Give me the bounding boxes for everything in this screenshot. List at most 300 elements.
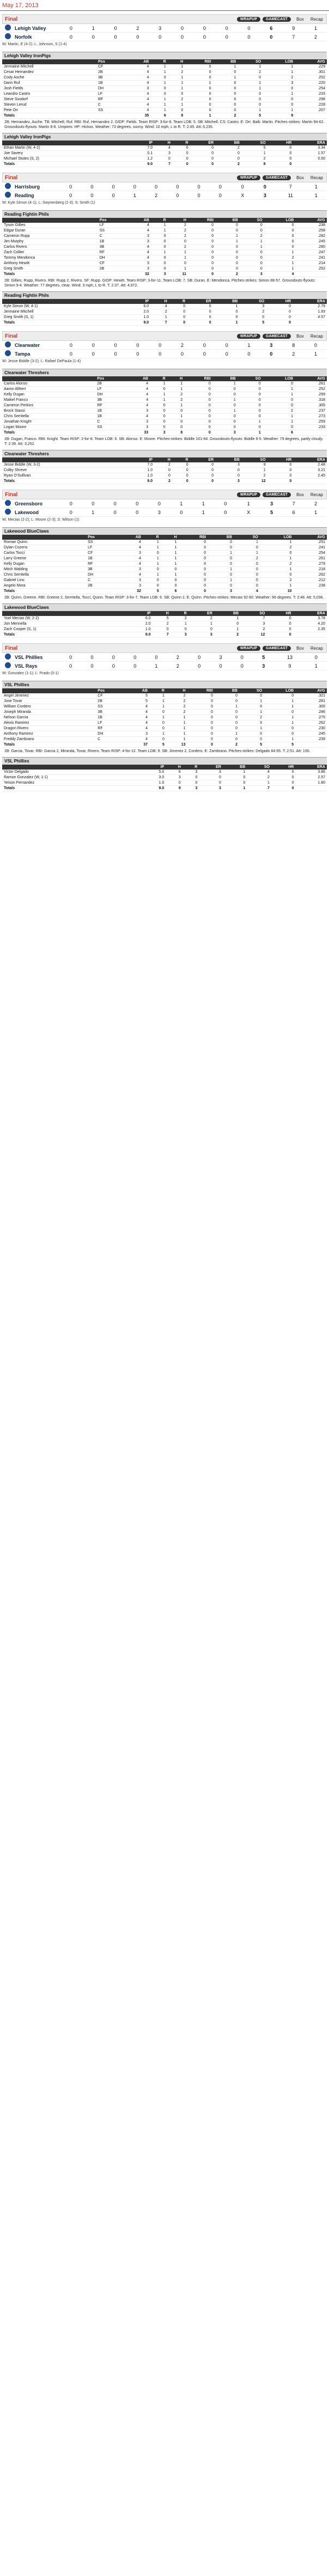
player-name[interactable]: Cameron Perkins [2, 403, 95, 408]
inning-score: 0 [210, 662, 231, 670]
stat-cell: 2B [86, 583, 117, 589]
stat-cell: DH [86, 572, 117, 578]
stat-cell: .298 [295, 97, 327, 102]
column-header: AVG [295, 59, 327, 64]
stat-cell: 1 [161, 540, 179, 545]
stat-cell: 3 [126, 261, 151, 266]
stat-cell: 0 [150, 387, 167, 392]
player-name[interactable]: Ryan O'Sullivan [2, 473, 119, 479]
inning-score: 0 [60, 508, 82, 517]
inning-score: 0 [103, 182, 124, 191]
stat-cell: 1 [264, 699, 295, 704]
stat-cell: 2 [168, 228, 188, 234]
inning-score: 0 [215, 508, 237, 517]
stat-cell: 1 [149, 715, 166, 721]
player-name[interactable]: Angelo Mora [2, 583, 86, 589]
player-name[interactable]: Steven Lerud [2, 102, 96, 108]
player-name[interactable]: Dragon Rivero [2, 726, 96, 731]
table-row [2, 462, 327, 468]
player-name[interactable]: Joseph Miranda [2, 710, 96, 715]
stat-cell: 0 [266, 320, 293, 326]
recap-link[interactable]: Recap [310, 16, 323, 22]
inning-score: 1 [145, 662, 167, 670]
stat-cell: 0 [215, 245, 240, 250]
stat-cell: 1.2 [129, 156, 155, 162]
table-row [2, 583, 327, 589]
team-name[interactable]: Norfolk [13, 33, 60, 41]
team-name[interactable]: Tampa [13, 350, 60, 358]
stat-cell: 2 [168, 245, 188, 250]
player-name[interactable]: Carlos Alonso [2, 381, 95, 387]
player-name[interactable]: Jonathan Knight [2, 419, 95, 425]
box-link[interactable]: Box [296, 645, 304, 651]
stat-cell: 2.45 [293, 473, 327, 479]
column-header: LOB [263, 59, 295, 64]
player-name[interactable]: Cesar Hernandez [2, 70, 96, 75]
stat-cell: 0 [239, 731, 264, 737]
column-header [2, 141, 119, 145]
stat-cell: 0 [266, 309, 293, 315]
spacer-cell [119, 156, 129, 162]
stat-cell: 4 [247, 770, 271, 775]
stat-cell: 3B [86, 567, 117, 572]
stat-cell: 1 [240, 239, 264, 245]
table-row [2, 81, 327, 86]
column-header: H [153, 611, 170, 616]
player-name[interactable]: Mitch Walding [2, 567, 86, 572]
stat-cell: .252 [295, 75, 327, 81]
stat-cell: CF [86, 551, 117, 556]
stat-cell: 0 [187, 699, 215, 704]
table-row [2, 228, 327, 234]
player-name[interactable]: Darin Ruf [2, 81, 96, 86]
inning-score: 0 [231, 662, 253, 670]
stat-cell: 1.80 [295, 780, 327, 786]
linescore-row [2, 191, 327, 200]
stat-cell: 1 [150, 81, 167, 86]
column-header: ERA [293, 299, 327, 304]
player-name[interactable]: Anthony Hewitt [2, 261, 98, 266]
inning-score: 0 [216, 341, 238, 350]
player-name[interactable]: Ethan Martin (W, 4-2) [2, 145, 119, 151]
player-name[interactable]: Victor Delgado [2, 770, 133, 775]
column-header: BB [208, 535, 234, 540]
inning-score: 0 [210, 191, 231, 200]
linescore-table [2, 499, 327, 517]
player-name[interactable]: Jose Tovar [2, 699, 96, 704]
player-name[interactable]: Leandro Castro [2, 91, 96, 97]
stat-cell: 0 [215, 699, 239, 704]
player-name[interactable]: Jermaine Mitchell [2, 309, 114, 315]
stat-cell: C [96, 102, 126, 108]
pitching-table [2, 765, 327, 791]
stat-cell: SS [96, 108, 126, 113]
stat-cell: 1 [260, 540, 294, 545]
stat-cell: 1 [161, 545, 179, 551]
player-name[interactable]: Colby Shreve [2, 468, 119, 473]
gamecast-button[interactable]: GAMECAST [263, 646, 291, 651]
stat-cell: 0 [190, 162, 216, 167]
stat-cell: 1.57 [293, 151, 327, 156]
stat-cell: 6.0 [125, 304, 151, 309]
inning-score: 0 [105, 341, 127, 350]
stat-cell: 2B [98, 266, 126, 272]
table-row [2, 245, 327, 250]
table-row [2, 223, 327, 228]
pitching-section-title: Clearwater Threshers [2, 450, 327, 457]
player-name[interactable]: Jim Murphy [2, 239, 98, 245]
batting-section-title: VSL Phillies [2, 681, 327, 688]
column-header [2, 59, 96, 64]
stat-cell: 2 [214, 632, 240, 638]
inning-score: 0 [82, 350, 105, 358]
player-name[interactable]: Josh Fields [2, 86, 96, 91]
player-name[interactable]: Maikel Franco [2, 398, 95, 403]
player-name[interactable]: Chris Serritella [2, 414, 95, 419]
stat-cell: RF [96, 726, 125, 731]
stat-cell: 12 [240, 632, 266, 638]
column-header: BB [213, 299, 240, 304]
column-header: AVG [295, 218, 327, 223]
stat-cell: 1 [223, 786, 247, 791]
stat-cell: 3 [125, 419, 150, 425]
stat-cell: 0 [149, 726, 166, 731]
linescore-row [2, 350, 327, 358]
stat-cell: 0 [190, 473, 216, 479]
stat-cell: 9 [241, 462, 267, 468]
totals-label: Totals [2, 320, 114, 326]
column-header: HR [266, 299, 293, 304]
player-name[interactable]: Logan Moore [2, 425, 95, 430]
table-row [2, 408, 327, 414]
team-name[interactable]: Reading [13, 191, 60, 200]
stat-cell: 4 [125, 381, 150, 387]
stat-cell: 0 [215, 266, 240, 272]
batting-section-title: Reading Fightin Phils [2, 210, 327, 218]
player-name[interactable]: Michael Stutes (S, 2) [2, 156, 119, 162]
stat-cell: 0 [169, 309, 187, 315]
recap-link[interactable]: Recap [310, 492, 323, 497]
stat-cell: 1 [247, 780, 271, 786]
rhe-value: 3 [260, 341, 282, 350]
inning-score: 0 [105, 350, 127, 358]
stat-cell: 0 [263, 86, 295, 91]
stat-cell: 2 [167, 392, 185, 398]
stat-cell: 2 [166, 693, 187, 699]
inning-score: 2 [126, 24, 149, 33]
stat-cell: 3 [117, 583, 143, 589]
stat-cell: 0 [215, 693, 239, 699]
player-name[interactable]: Angel Jimenez [2, 693, 96, 699]
rhe-value: 3 [253, 662, 274, 670]
stat-cell: 5 [143, 589, 161, 594]
stat-cell: 0 [212, 403, 237, 408]
team-name[interactable]: VSL Phillies [13, 653, 60, 662]
inning-score: 0 [103, 662, 124, 670]
stat-cell: 35 [126, 113, 151, 119]
stat-cell: 0 [150, 408, 167, 414]
wrapup-button[interactable]: WRAPUP [237, 17, 260, 22]
totals-row [2, 430, 327, 436]
stat-cell: C [86, 578, 117, 583]
stat-cell: 0 [188, 234, 215, 239]
stat-cell: 0 [212, 392, 237, 398]
stat-cell: RF [98, 250, 126, 255]
stat-cell: 37 [125, 742, 149, 748]
stat-cell: 2 [239, 715, 264, 721]
box-link[interactable]: Box [296, 16, 304, 22]
player-name[interactable]: Carlos Rivero [2, 245, 98, 250]
team-logo [2, 662, 13, 670]
stat-cell: 1 [264, 704, 295, 710]
player-name[interactable]: Cameron Rupp [2, 234, 98, 239]
totals-label: Totals [2, 786, 133, 791]
inning-score: 0 [148, 499, 170, 508]
stat-cell: .247 [295, 250, 327, 255]
player-name[interactable]: Jesse Biddle (W, 3-2) [2, 462, 119, 468]
stat-cell: 0 [187, 731, 215, 737]
recap-link[interactable]: Recap [310, 645, 323, 651]
stat-cell: 0 [239, 693, 264, 699]
stat-cell: 2 [150, 309, 168, 315]
column-header [117, 611, 127, 616]
column-header: IP [129, 141, 155, 145]
inning-score: 0 [167, 182, 188, 191]
stat-cell: 0 [188, 266, 215, 272]
stat-cell: 3 [215, 479, 241, 484]
stat-cell: 0 [172, 162, 190, 167]
player-name[interactable]: Kelly Dugan [2, 392, 95, 398]
stat-cell: 0 [266, 627, 293, 632]
box-link[interactable]: Box [296, 492, 304, 497]
stat-cell: 1 [167, 414, 185, 419]
stat-cell: 1 [264, 721, 295, 726]
stat-cell: 0 [213, 81, 238, 86]
player-name[interactable]: Alexis Ramirez [2, 721, 96, 726]
player-name[interactable]: Kelly Dugan [2, 561, 86, 567]
player-name[interactable]: Tyson Gillies [2, 223, 98, 228]
stat-cell: 1 [168, 102, 185, 108]
player-name[interactable]: Cody Asche [2, 75, 96, 81]
stat-cell: 3.86 [295, 770, 327, 775]
player-name[interactable]: Roman Quinn [2, 540, 86, 545]
player-name[interactable]: Pete Orr [2, 108, 96, 113]
stat-cell: 4 [125, 726, 149, 731]
player-name[interactable]: Greg Smith [2, 266, 98, 272]
stat-cell: .275 [295, 715, 327, 721]
stat-cell: .252 [295, 387, 327, 392]
player-name[interactable]: Ramon Gonzalez (W, 1-1) [2, 775, 133, 780]
team-name[interactable]: VSL Rays [13, 662, 60, 670]
team-name[interactable]: Lakewood [13, 508, 60, 517]
table-row [2, 425, 327, 430]
inning-score: 0 [210, 182, 231, 191]
team-name[interactable]: Lehigh Valley [13, 24, 60, 33]
player-name[interactable]: Nelson Garcia [2, 715, 96, 721]
stat-cell: 0 [172, 479, 190, 484]
batting-header-row [2, 688, 327, 693]
rhe-value: 1 [306, 662, 327, 670]
stat-cell: 0 [215, 721, 239, 726]
team-name[interactable]: Greensboro [13, 499, 60, 508]
spacer-cell [114, 320, 124, 326]
stat-cell: 0 [187, 704, 215, 710]
stat-cell: .239 [295, 737, 327, 742]
player-name[interactable]: Yoel Mecias (W, 2-2) [2, 616, 117, 621]
table-row [2, 91, 327, 97]
gamecast-button[interactable]: GAMECAST [263, 334, 291, 339]
player-name[interactable]: Edgar Duran [2, 228, 98, 234]
stat-cell: 2.57 [295, 775, 327, 780]
column-header: AB [125, 376, 150, 381]
game-notes: 2B: Dugan, Franco. RBI: Knight. Team RISP: 2-for-8. Team LOB: 6. SB: Alonso. E: Moore. Pitches-strikes: Biddle 101-64. Groundouts-flyouts: Biddle 6-5. Weather: 79 degrees, partly cloudy. T: 2:39. Att: 3,252. [4, 437, 324, 446]
stat-cell: 0 [212, 387, 237, 392]
stat-cell: .305 [295, 403, 327, 408]
recap-link[interactable]: Recap [310, 333, 323, 339]
player-name[interactable]: Jermaine Mitchell [2, 64, 96, 70]
date-header: May 17, 2013 [0, 0, 329, 11]
player-name[interactable]: Greg Smith (S, 1) [2, 315, 114, 320]
stat-cell: 0 [215, 715, 239, 721]
game-block [2, 331, 327, 484]
totals-label: Totals [2, 479, 119, 484]
inning-score: 0 [188, 653, 210, 662]
player-name[interactable]: Tommy Mendonca [2, 255, 98, 261]
gamecast-button[interactable]: GAMECAST [263, 175, 291, 180]
totals-row [2, 113, 327, 119]
stat-cell: 0 [150, 414, 167, 419]
player-name[interactable]: Larry Greene [2, 556, 86, 561]
player-name[interactable]: Jon Mennella [2, 621, 117, 627]
stat-cell: 4 [125, 414, 150, 419]
stat-cell: 3 [215, 462, 241, 468]
stat-cell: 1.0 [127, 627, 153, 632]
wrapup-button[interactable]: WRAPUP [237, 334, 260, 339]
spacer-cell [117, 621, 127, 627]
stat-cell: 0 [150, 425, 167, 430]
player-name[interactable]: Aaron Altherr [2, 387, 95, 392]
recap-link[interactable]: Recap [310, 175, 323, 180]
player-name[interactable]: Freddy Zambrano [2, 737, 96, 742]
inning-score: 0 [216, 24, 238, 33]
wrapup-button[interactable]: WRAPUP [237, 492, 260, 497]
stat-cell: .280 [295, 245, 327, 250]
column-header: SO [240, 218, 264, 223]
wrapup-button[interactable]: WRAPUP [237, 175, 260, 180]
stat-cell: 2 [260, 578, 294, 583]
player-name[interactable]: Carlos Tocci [2, 551, 86, 556]
stat-cell: 0 [213, 70, 238, 75]
inning-score: 3 [149, 24, 171, 33]
pitching-header-row [2, 299, 327, 304]
player-name[interactable]: Gabriel Lino [2, 578, 86, 583]
player-name[interactable]: Kyle Simon (W, 4-1) [2, 304, 114, 309]
player-name[interactable]: Joe Savery [2, 151, 119, 156]
linescore-table [2, 653, 327, 670]
stat-cell: 1.0 [142, 780, 166, 786]
stat-cell: 4 [126, 64, 151, 70]
stat-cell: 6 [161, 589, 179, 594]
stat-cell: 1 [149, 704, 166, 710]
stat-cell: 1 [143, 572, 161, 578]
stat-cell: 3 [154, 151, 172, 156]
player-name[interactable]: Zach Cooper (S, 1) [2, 627, 117, 632]
stat-cell: 0 [263, 403, 295, 408]
spacer-cell [117, 627, 127, 632]
player-name[interactable]: Zach Collier [2, 250, 98, 255]
stat-cell: 0 [234, 567, 260, 572]
player-name[interactable]: Steve Susdorf [2, 97, 96, 102]
stat-cell: 8 [167, 430, 185, 436]
stat-cell: 1 [263, 414, 295, 419]
final-label: Final [5, 333, 18, 339]
stat-cell: 0 [237, 414, 263, 419]
column-header: LOB [260, 535, 294, 540]
stat-cell: 0 [215, 473, 241, 479]
stat-cell: DH [98, 255, 126, 261]
player-name[interactable]: Anthony Ramirez [2, 731, 96, 737]
player-name[interactable]: Dylan Cozens [2, 545, 86, 551]
team-name[interactable]: Harrisburg [13, 182, 60, 191]
column-header: R [170, 611, 188, 616]
table-row [2, 540, 327, 545]
spacer-cell [117, 632, 127, 638]
stat-cell: 2 [240, 627, 266, 632]
column-header: BB [212, 376, 237, 381]
stat-cell: 5 [239, 320, 266, 326]
linescore-row [2, 508, 327, 517]
stat-cell: 4 [126, 250, 151, 255]
stat-cell: 3 [240, 272, 264, 277]
inning-score: 1 [124, 191, 145, 200]
table-row [2, 627, 327, 632]
stat-cell: 0 [264, 710, 295, 715]
stat-cell: 3 [199, 770, 222, 775]
spacer-cell [119, 162, 129, 167]
stat-cell: C [98, 234, 126, 239]
player-name[interactable]: Brock Stassi [2, 408, 95, 414]
stat-cell: 7 [247, 786, 271, 791]
stat-cell: 1 [167, 381, 185, 387]
player-name[interactable]: Chris Serritella [2, 572, 86, 578]
gamecast-button[interactable]: GAMECAST [263, 492, 291, 497]
team-logo-icon [5, 183, 11, 189]
box-link[interactable]: Box [296, 333, 304, 339]
stat-cell: 0 [172, 473, 190, 479]
stat-cell: .321 [295, 693, 327, 699]
table-row [2, 315, 327, 320]
box-link[interactable]: Box [296, 175, 304, 180]
stat-cell: .262 [295, 721, 327, 726]
stat-cell: 1 [149, 699, 166, 704]
gamecast-button[interactable]: GAMECAST [263, 17, 291, 22]
stat-cell: .258 [295, 228, 327, 234]
stat-cell: 0 [208, 583, 234, 589]
inning-score: 0 [193, 350, 216, 358]
table-row [2, 616, 327, 621]
pitching-table [2, 611, 327, 638]
stat-cell: 0 [237, 403, 263, 408]
player-name[interactable]: Yeison Fernandez [2, 780, 133, 786]
stat-cell: SS [86, 540, 117, 545]
wrapup-button[interactable]: WRAPUP [237, 646, 260, 651]
player-name[interactable]: William Cordero [2, 704, 96, 710]
team-name[interactable]: Clearwater [13, 341, 60, 350]
stat-cell: DH [96, 731, 125, 737]
inning-score: 0 [60, 653, 81, 662]
stat-cell: 0 [260, 551, 294, 556]
stat-cell: 3 [117, 578, 143, 583]
